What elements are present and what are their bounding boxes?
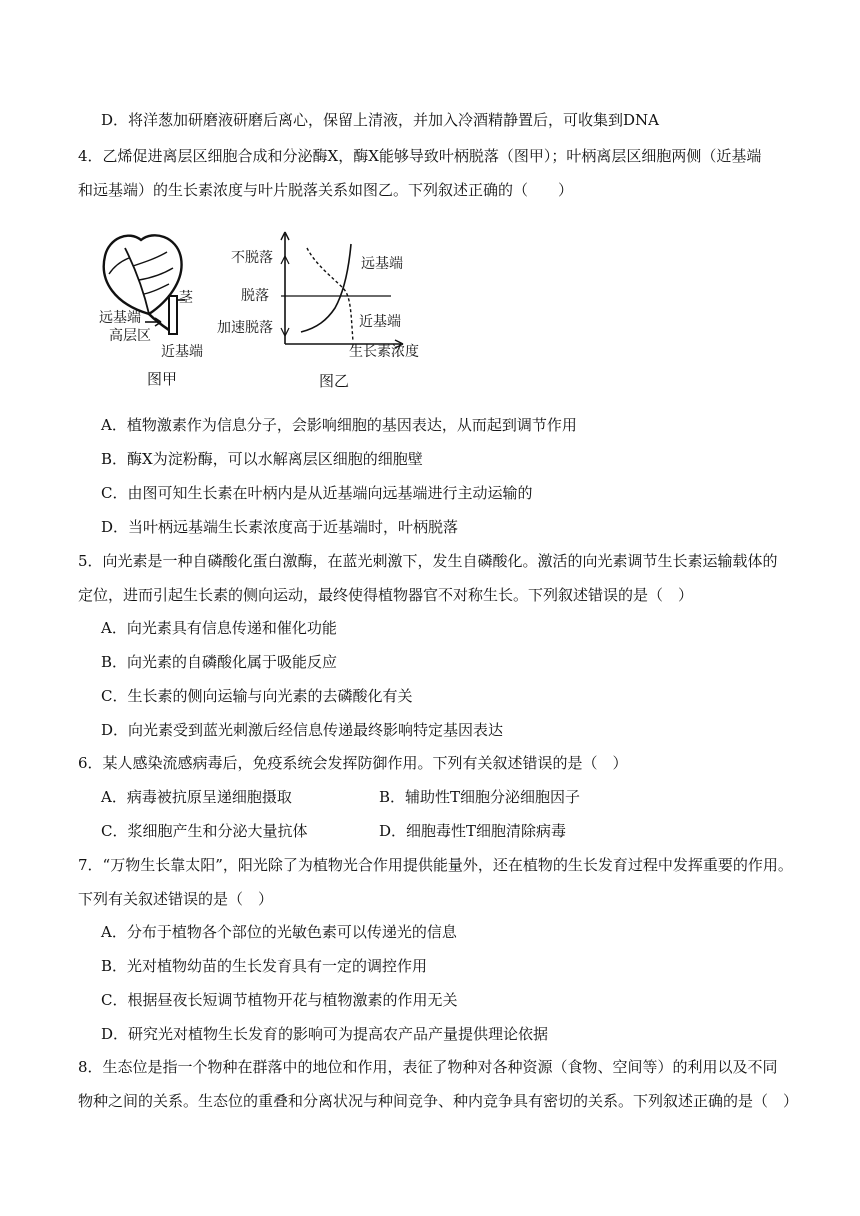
q6-stem: 6．某人感染流感病毒后，免疫系统会发挥防御作用。下列有关叙述错误的是（ ） bbox=[78, 754, 628, 772]
q5-option-c: C．生长素的侧向运输与向光素的去磷酸化有关 bbox=[101, 687, 413, 705]
yi-label-abscission: 脱落 bbox=[241, 288, 269, 304]
q4-option-d: D．当叶柄远基端生长素浓度高于近基端时，叶柄脱落 bbox=[101, 518, 459, 536]
q5-option-b: B．向光素的自磷酸化属于吸能反应 bbox=[101, 653, 338, 671]
yi-curve-near bbox=[301, 244, 351, 332]
q7-option-a: A．分布于植物各个部位的光敏色素可以传递光的信息 bbox=[101, 923, 457, 941]
q4-option-a: A．植物激素作为信息分子，会影响细胞的基因表达，从而起到调节作用 bbox=[101, 416, 577, 434]
q6-option-b: B．辅助性T细胞分泌细胞因子 bbox=[379, 788, 581, 806]
q6-option-d: D．细胞毒性T细胞清除病毒 bbox=[379, 822, 567, 840]
q5-stem-line2: 定位，进而引起生长素的侧向运动，最终使得植物器官不对称生长。下列叙述错误的是（ ） bbox=[78, 586, 694, 604]
figure-yi bbox=[217, 232, 419, 390]
q7-option-c: C．根据昼夜长短调节植物开花与植物激素的作用无关 bbox=[101, 991, 458, 1009]
yi-label-no-abscission: 不脱落 bbox=[231, 250, 273, 266]
q7-option-d: D．研究光对植物生长发育的影响可为提高农产品产量提供理论依据 bbox=[101, 1025, 549, 1043]
leaf-vein-1 bbox=[133, 252, 167, 266]
jia-label-near: 近基端 bbox=[161, 344, 203, 360]
q7-option-b: B．光对植物幼苗的生长发育具有一定的调控作用 bbox=[101, 957, 428, 975]
leaf-vein-3 bbox=[144, 284, 169, 294]
jia-label-far: 远基端 bbox=[99, 310, 141, 326]
q8-stem-line2: 物种之间的关系。生态位的重叠和分离状况与种间竞争、种内竞争具有密切的关系。下列叙述正确的是（ ） bbox=[78, 1092, 799, 1110]
yi-label-far: 远基端 bbox=[361, 256, 403, 272]
yi-label-near: 近基端 bbox=[359, 314, 401, 330]
yi-x-label: 生长素浓度 bbox=[349, 344, 419, 360]
leaf-vein-2 bbox=[139, 268, 173, 280]
jia-caption: 图甲 bbox=[147, 370, 178, 388]
stem-rect bbox=[169, 296, 177, 334]
jia-label-stem: 茎 bbox=[179, 290, 193, 306]
jia-label-zone: 高层区 bbox=[109, 328, 151, 344]
q4-option-b: B．酶X为淀粉酶，可以水解离层区细胞的细胞壁 bbox=[101, 450, 423, 468]
q7-stem-line1: 7．“万物生长靠太阳”，阳光除了为植物光合作用提供能量外，还在植物的生长发育过程中发挥重要的作用。 bbox=[78, 856, 793, 874]
q7-stem-line2: 下列有关叙述错误的是（ ） bbox=[78, 890, 274, 908]
q3-option-d: D．将洋葱加研磨液研磨后离心，保留上清液，并加入冷酒精静置后，可收集到DNA bbox=[101, 111, 660, 129]
figure-jia bbox=[99, 235, 203, 388]
q6-option-a: A．病毒被抗原呈递细胞摄取 bbox=[101, 788, 292, 806]
yi-caption: 图乙 bbox=[319, 372, 350, 390]
q4-stem-line2: 和远基端）的生长素浓度与叶片脱落关系如图乙。下列叙述正确的（ ） bbox=[78, 181, 574, 199]
q5-stem-line1: 5．向光素是一种自磷酸化蛋白激酶，在蓝光刺激下，发生自磷酸化。激活的向光素调节生长素运输载体的 bbox=[78, 552, 778, 570]
q5-option-a: A．向光素具有信息传递和催化功能 bbox=[101, 619, 337, 637]
q4-figures bbox=[95, 226, 440, 396]
q4-option-c: C．由图可知生长素在叶柄内是从近基端向远基端进行主动运输的 bbox=[101, 484, 533, 502]
q4-figure-svg bbox=[95, 226, 440, 396]
q8-stem-line1: 8．生态位是指一个物种在群落中的地位和作用，表征了物种对各种资源（食物、空间等）的利用以及不同 bbox=[78, 1058, 778, 1076]
q6-option-c: C．浆细胞产生和分泌大量抗体 bbox=[101, 822, 308, 840]
q5-option-d: D．向光素受到蓝光刺激后经信息传递最终影响特定基因表达 bbox=[101, 721, 504, 739]
yi-label-accelerated: 加速脱落 bbox=[217, 320, 273, 336]
leaf-vein-4 bbox=[109, 258, 129, 274]
q4-stem-line1: 4．乙烯促进离层区细胞合成和分泌酶X，酶X能够导致叶柄脱落（图甲）；叶柄离层区细胞两侧（近基端 bbox=[78, 147, 762, 165]
